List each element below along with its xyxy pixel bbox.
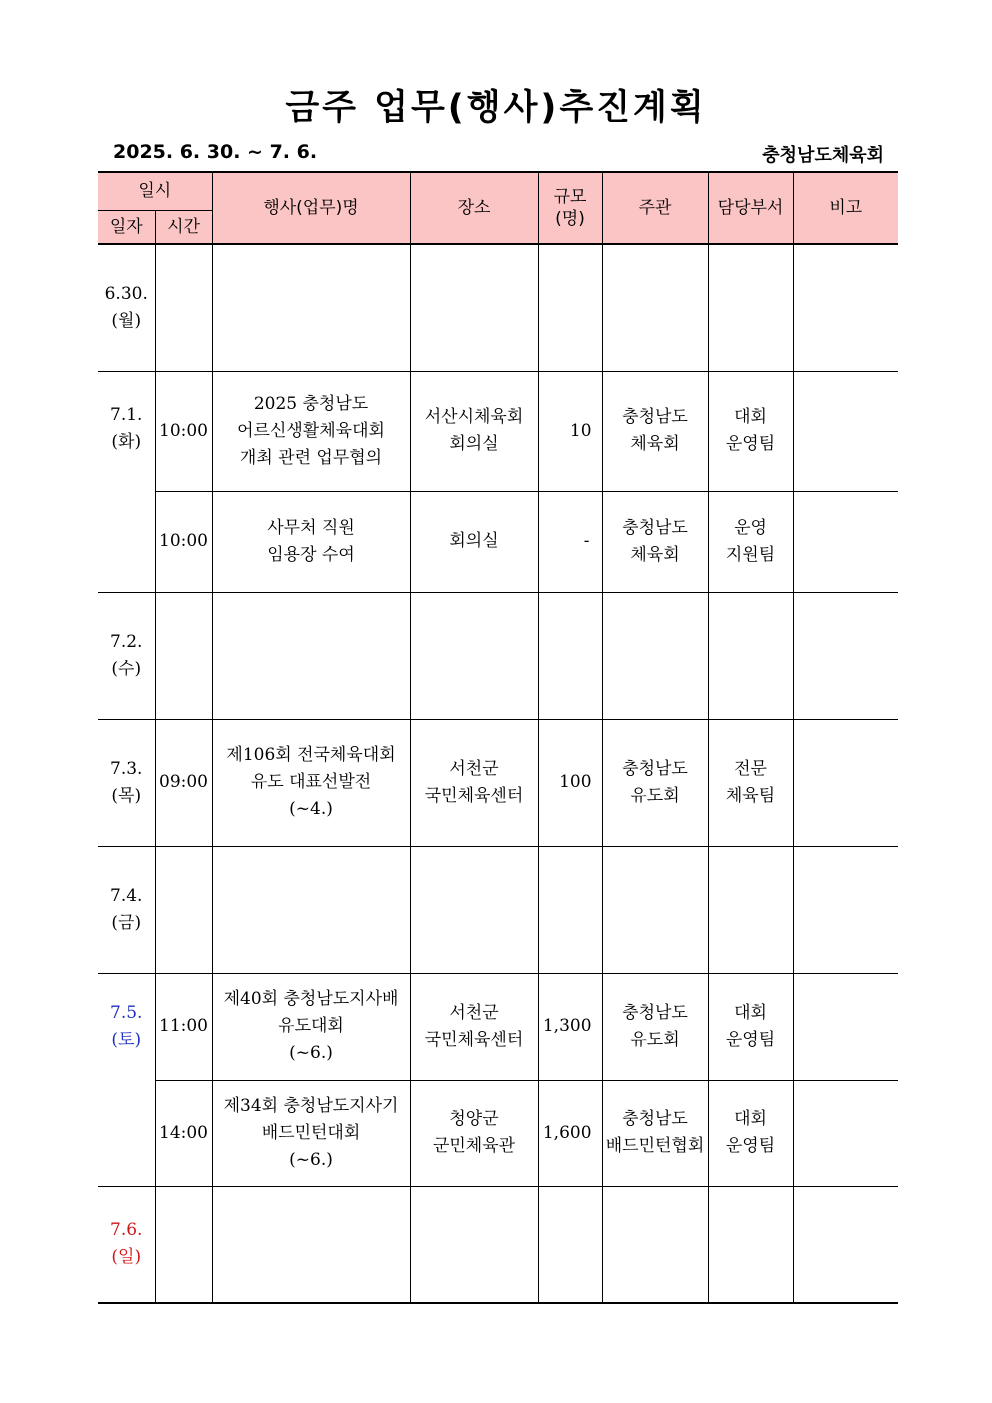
table-row (98, 973, 898, 1080)
dept-cell: 운영 지원팀 (708, 491, 793, 592)
scale-cell (538, 592, 602, 719)
dept-cell: 대회 운영팀 (708, 973, 793, 1080)
note-cell (793, 1080, 898, 1186)
dept-cell (708, 592, 793, 719)
header-dept: 담당부서 (708, 172, 793, 244)
header-scale: 규모 (명) (538, 172, 602, 244)
time-cell: 09:00 (155, 719, 212, 846)
date-cell-saturday: 7.5. (토) (98, 973, 155, 1186)
time-cell: 11:00 (155, 973, 212, 1080)
host-cell: 충청남도 배드민턴협회 (602, 1080, 708, 1186)
scale-cell (538, 846, 602, 973)
event-cell (212, 846, 410, 973)
scale-cell: 100 (538, 719, 602, 846)
date-cell: 7.2. (수) (98, 592, 155, 719)
note-cell (793, 244, 898, 371)
date-cell: 7.3. (목) (98, 719, 155, 846)
note-cell (793, 491, 898, 592)
header-note: 비고 (793, 172, 898, 244)
dept-cell: 대회 운영팀 (708, 371, 793, 491)
dept-cell (708, 846, 793, 973)
note-cell (793, 592, 898, 719)
date-cell: 6.30. (월) (98, 244, 155, 371)
header-host: 주관 (602, 172, 708, 244)
place-cell (410, 846, 538, 973)
organization-label: 충청남도체육회 (762, 145, 884, 166)
note-cell (793, 371, 898, 491)
event-cell: 2025 충청남도 어르신생활체육대회 개최 관련 업무협의 (212, 371, 410, 491)
scale-cell (538, 1186, 602, 1303)
time-cell (155, 244, 212, 371)
host-cell (602, 592, 708, 719)
dept-cell (708, 244, 793, 371)
scale-cell: 1,600 (538, 1080, 602, 1186)
host-cell: 충청남도 체육회 (602, 371, 708, 491)
scale-cell: 1,300 (538, 973, 602, 1080)
header-datetime: 일시 (98, 172, 212, 210)
time-cell (155, 846, 212, 973)
table-row (98, 491, 898, 592)
page-title: 금주 업무(행사)추진계획 (285, 88, 707, 128)
dept-cell: 대회 운영팀 (708, 1080, 793, 1186)
dept-cell (708, 1186, 793, 1303)
table-row (98, 1186, 898, 1303)
date-cell-sunday: 7.6. (일) (98, 1186, 155, 1303)
note-cell (793, 973, 898, 1080)
event-cell: 제34회 충청남도지사기 배드민턴대회 (~6.) (212, 1080, 410, 1186)
scale-cell: 10 (538, 371, 602, 491)
event-cell (212, 1186, 410, 1303)
event-cell (212, 592, 410, 719)
place-cell: 서천군 국민체육센터 (410, 719, 538, 846)
time-cell (155, 1186, 212, 1303)
header-date: 일자 (98, 210, 155, 244)
table-row (98, 1080, 898, 1186)
date-cell: 7.4. (금) (98, 846, 155, 973)
host-cell (602, 1186, 708, 1303)
place-cell (410, 244, 538, 371)
host-cell (602, 846, 708, 973)
time-cell: 14:00 (155, 1080, 212, 1186)
host-cell: 충청남도 유도회 (602, 973, 708, 1080)
table-row (98, 371, 898, 491)
scale-cell: - (538, 491, 602, 592)
table-row (98, 719, 898, 846)
event-cell: 제40회 충청남도지사배 유도대회 (~6.) (212, 973, 410, 1080)
event-cell (212, 244, 410, 371)
event-cell: 제106회 전국체육대회 유도 대표선발전 (~4.) (212, 719, 410, 846)
place-cell: 청양군 군민체육관 (410, 1080, 538, 1186)
table-row (98, 592, 898, 719)
place-cell: 회의실 (410, 491, 538, 592)
event-cell: 사무처 직원 임용장 수여 (212, 491, 410, 592)
time-cell: 10:00 (155, 371, 212, 491)
dept-cell: 전문 체육팀 (708, 719, 793, 846)
header-place: 장소 (410, 172, 538, 244)
note-cell (793, 719, 898, 846)
note-cell (793, 1186, 898, 1303)
host-cell: 충청남도 체육회 (602, 491, 708, 592)
host-cell (602, 244, 708, 371)
table-row (98, 244, 898, 371)
time-cell (155, 592, 212, 719)
place-cell (410, 1186, 538, 1303)
scale-cell (538, 244, 602, 371)
time-cell: 10:00 (155, 491, 212, 592)
host-cell: 충청남도 유도회 (602, 719, 708, 846)
weekly-plan-table (98, 171, 898, 1304)
place-cell: 서산시체육회 회의실 (410, 371, 538, 491)
header-event: 행사(업무)명 (212, 172, 410, 244)
header-time: 시간 (155, 210, 212, 244)
date-cell: 7.1. (화) (98, 371, 155, 592)
period-label: 2025. 6. 30. ~ 7. 6. (113, 141, 318, 163)
table-row (98, 846, 898, 973)
place-cell: 서천군 국민체육센터 (410, 973, 538, 1080)
place-cell (410, 592, 538, 719)
note-cell (793, 846, 898, 973)
